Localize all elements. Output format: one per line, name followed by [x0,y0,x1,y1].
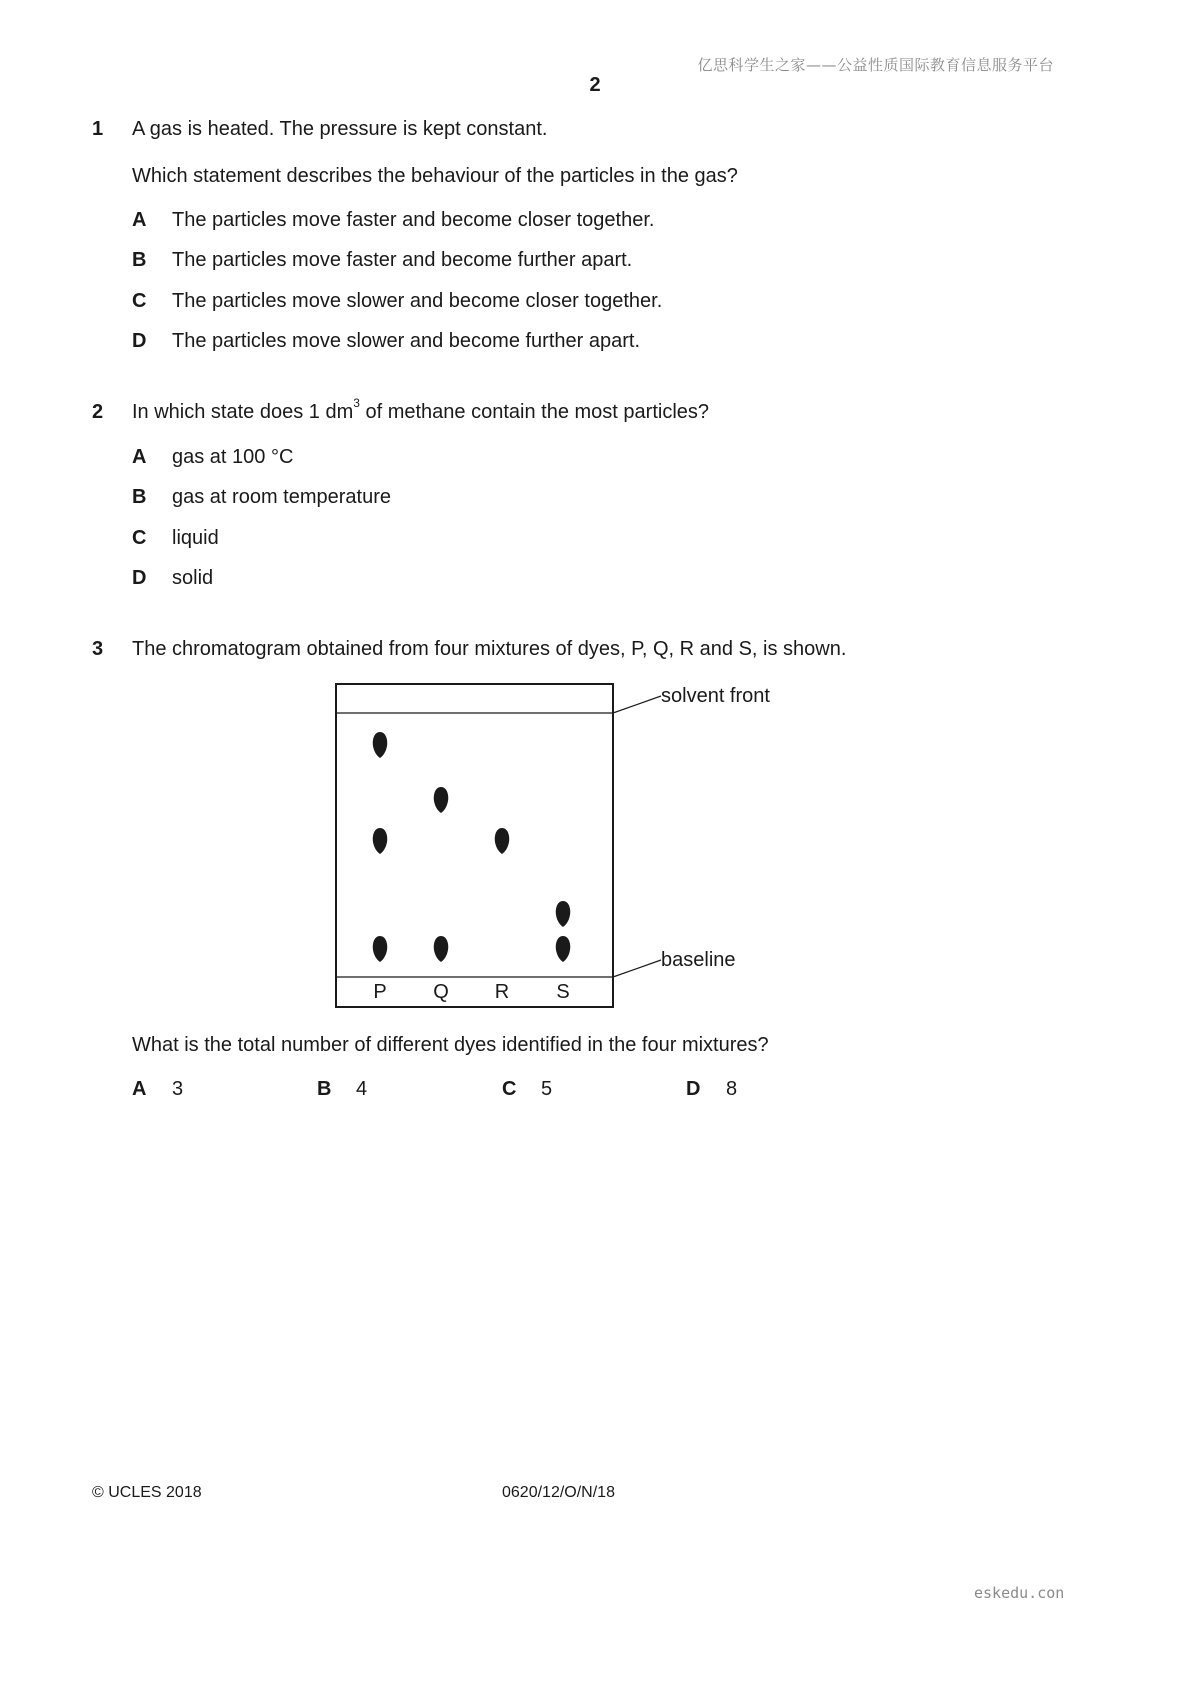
q3-option-d-letter: D [686,1078,701,1100]
question-2-stem [132,396,710,424]
baseline-label: baseline [661,949,736,971]
watermark-text: 亿思科学生之家——公益性质国际教育信息服务平台 [697,56,1054,74]
question-2-stem-before: In which state does 1 dm [132,401,354,423]
q1-option-c-letter: C [132,290,147,312]
q3-option-c-text: 5 [541,1078,553,1100]
q1-option-a-letter: A [132,209,147,231]
baseline-leader [613,960,661,977]
solvent-front-leader [613,696,661,713]
question-2-stem-after: of methane contain the most particles? [359,401,710,423]
q2-option-b-letter: B [132,486,147,508]
q3-option-c-letter: C [502,1078,517,1100]
spot-p-bottom [373,936,387,962]
question-2-number: 2 [92,401,104,423]
lane-label-p: P [373,981,387,1003]
lane-label-q: Q [433,981,449,1003]
spot-q-bottom [434,936,448,962]
spot-s-top [556,901,570,927]
page-number: 2 [589,74,601,96]
lane-label-r: R [494,981,510,1003]
spot-p-middle [373,828,387,854]
q1-option-d-letter: D [132,330,147,352]
q1-option-d-text: The particles move slower and become further apart. [172,330,640,352]
q3-option-a-letter: A [132,1078,147,1100]
q2-option-a-text: gas at 100 °C [172,446,294,468]
q2-option-d-letter: D [132,567,147,589]
spot-q-top [434,787,448,813]
q3-option-b-text: 4 [356,1078,368,1100]
q1-option-b-text: The particles move faster and become further apart. [172,249,633,271]
footer-copyright: © UCLES 2018 [92,1484,202,1501]
lane-label-s: S [556,981,570,1003]
q2-option-c-text: liquid [172,527,219,549]
chromatogram-diagram [330,676,800,1016]
q3-option-d-text: 8 [726,1078,738,1100]
question-3-number: 3 [92,638,104,660]
q2-option-a-letter: A [132,446,147,468]
spot-p-top [373,732,387,758]
q3-option-b-letter: B [317,1078,332,1100]
question-1-prompt: Which statement describes the behaviour of the particles in the gas? [132,165,738,187]
q2-option-b-text: gas at room temperature [172,486,391,508]
question-3-prompt: What is the total number of different dyes identified in the four mixtures? [132,1034,769,1056]
question-3-stem: The chromatogram obtained from four mixtures of dyes, P, Q, R and S, is shown. [132,638,847,660]
q1-option-c-text: The particles move slower and become closer together. [172,290,663,312]
q3-option-a-text: 3 [172,1078,184,1100]
q1-option-a-text: The particles move faster and become closer together. [172,209,655,231]
question-2-stem-superscript: 3 [353,396,360,411]
solvent-front-label: solvent front [661,685,770,707]
footer-paper-code: 0620/12/O/N/18 [502,1484,615,1501]
question-1-stem: A gas is heated. The pressure is kept constant. [132,118,548,140]
q2-option-d-text: solid [172,567,214,589]
spot-r [495,828,509,854]
spot-s-bottom [556,936,570,962]
question-1-number: 1 [92,118,104,140]
q2-option-c-letter: C [132,527,147,549]
footer-site-watermark: eskedu.con [974,1584,1065,1602]
q1-option-b-letter: B [132,249,147,271]
